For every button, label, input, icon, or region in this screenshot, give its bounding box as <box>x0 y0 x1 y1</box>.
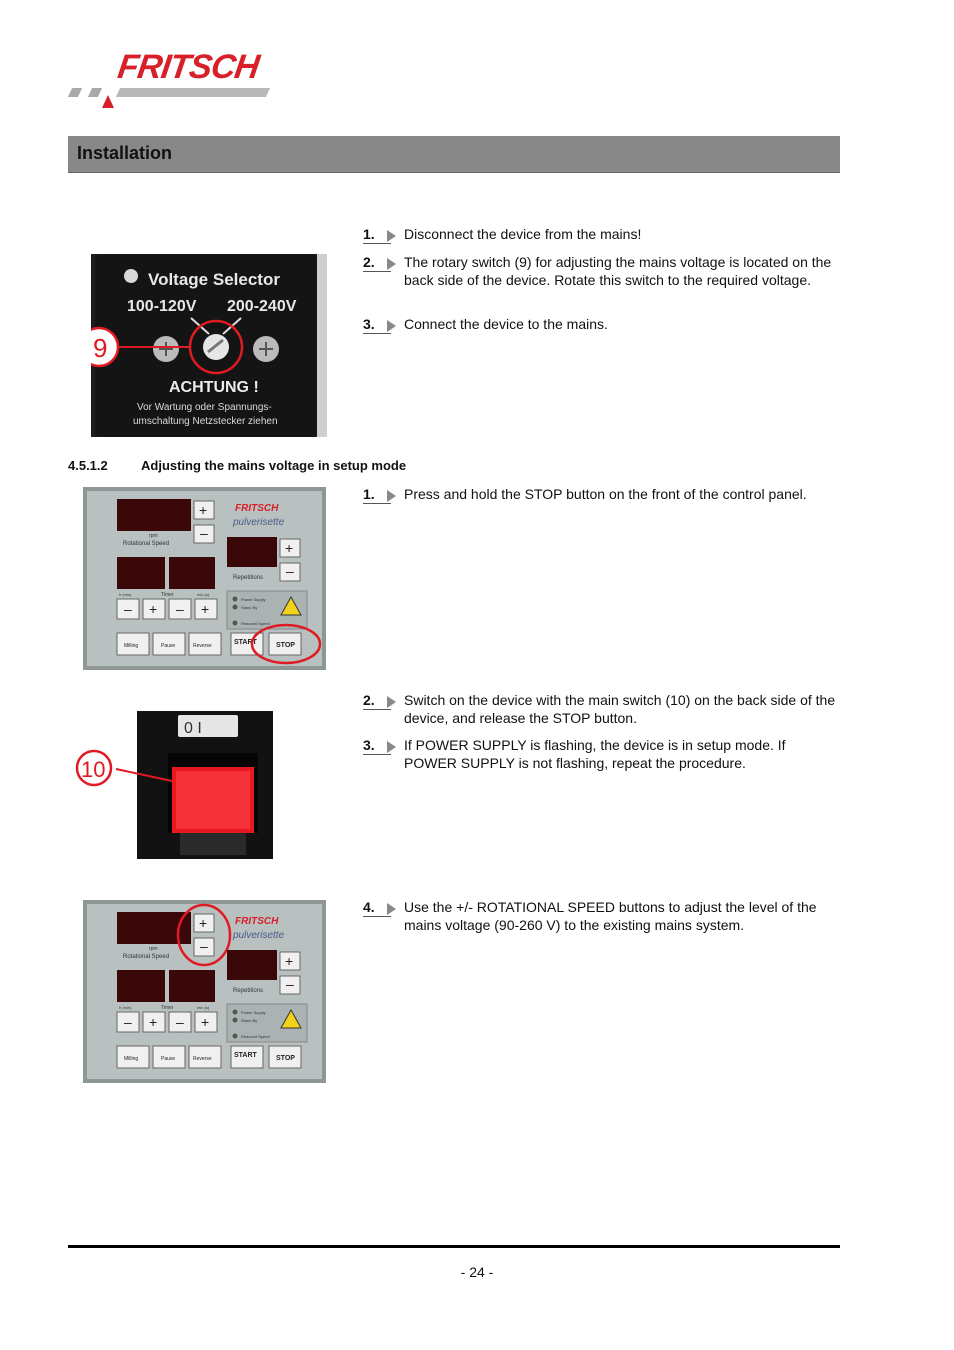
section-title: Installation <box>77 143 173 163</box>
logo-text: FRITSCH <box>115 48 262 86</box>
reduced-speed-label: Reduced Speed <box>241 621 270 626</box>
svg-text:–: – <box>176 601 184 617</box>
step-text: Disconnect the device from the mains! <box>404 226 642 242</box>
min-s-label: min (s) <box>197 1005 210 1010</box>
logo-stripe-square <box>68 88 82 97</box>
timer-label: Timer <box>161 592 174 598</box>
svg-text:+: + <box>149 1014 158 1030</box>
power-supply-label: Power Supply <box>241 597 266 602</box>
min-s-label: min (s) <box>197 592 210 597</box>
step-number: 4. <box>363 898 393 916</box>
callout-label-10: 10 <box>81 757 106 782</box>
svg-text:–: – <box>124 1014 132 1030</box>
svg-text:+: + <box>285 953 294 969</box>
subsection-heading <box>68 458 406 473</box>
step-text: Press and hold the STOP button on the front of the control panel. <box>404 486 807 502</box>
step-text: If POWER SUPPLY is flashing, the device is in setup mode. If POWER SUPPLY is not flashing, repeat the procedure. <box>404 737 786 771</box>
rpm-label: rpm <box>149 946 158 952</box>
step-number: 2. <box>363 691 393 709</box>
stand-by-label: Stand By <box>241 1018 258 1023</box>
subsection-title: Adjusting the mains voltage in setup mode <box>141 458 407 473</box>
logo-triangle-icon <box>102 95 114 108</box>
step-text: The rotary switch (9) for adjusting the mains voltage is located on the back side of the device. Rotate this switch to the required voltage. <box>404 254 832 288</box>
step-number: 3. <box>363 736 393 754</box>
rpm-label: rpm <box>149 533 158 539</box>
step-text: Switch on the device with the main switch (10) on the back side of the device, and release the STOP button. <box>404 692 836 726</box>
svg-text:–: – <box>200 525 208 541</box>
voltage-range-low: 100-120V <box>127 298 197 315</box>
panel-brand: FRITSCH <box>235 503 279 514</box>
pause-label: Pause <box>161 1056 176 1062</box>
repetitions-label: Repetitions <box>233 988 264 994</box>
svg-text:–: – <box>286 976 294 992</box>
photo-control-panel-stop <box>83 487 326 670</box>
rotational-speed-label: Rotational Speed <box>123 541 170 547</box>
step-arrow-icon <box>387 258 396 270</box>
subsection-number: 4.5.1.2 <box>68 458 108 473</box>
switch-position-labels: 0 I <box>184 720 202 737</box>
section-header <box>68 136 840 173</box>
warning-line-1: Vor Wartung oder Spannungs- <box>137 402 272 413</box>
step-arrow-icon <box>387 696 396 708</box>
pause-label: Pause <box>161 643 176 649</box>
logo-stripe-square <box>88 88 102 97</box>
svg-text:+: + <box>199 502 208 518</box>
svg-text:+: + <box>149 601 158 617</box>
reverse-label: Reverse <box>193 1056 212 1062</box>
start-label: START <box>234 639 257 646</box>
svg-text:–: – <box>124 601 132 617</box>
svg-text:–: – <box>286 563 294 579</box>
photo-control-panel-speed <box>83 900 326 1083</box>
step-arrow-icon <box>387 490 396 502</box>
timer-label: Timer <box>161 1005 174 1011</box>
callout-label-9: 9 <box>93 333 108 363</box>
step-arrow-icon <box>387 741 396 753</box>
warning-title: ACHTUNG ! <box>169 379 259 396</box>
step-number: 3. <box>363 315 393 333</box>
panel-model: pulverisette <box>233 930 285 941</box>
milling-label: Milling <box>124 643 139 649</box>
voltage-range-high: 200-240V <box>227 298 297 315</box>
photo-main-switch <box>72 705 274 859</box>
svg-text:–: – <box>176 1014 184 1030</box>
step-number: 2. <box>363 253 393 271</box>
warning-line-2: umschaltung Netzstecker ziehen <box>133 416 278 427</box>
svg-text:–: – <box>200 938 208 954</box>
svg-text:+: + <box>199 915 208 931</box>
voltage-selector-title: Voltage Selector <box>148 270 280 289</box>
step-text: Connect the device to the mains. <box>404 316 608 332</box>
power-supply-label: Power Supply <box>241 1010 266 1015</box>
start-label: START <box>234 1052 257 1059</box>
step-number: 1. <box>363 225 393 243</box>
h-min-label: h (min) <box>119 1005 132 1010</box>
footer-rule <box>68 1245 840 1248</box>
step-number: 1. <box>363 485 393 503</box>
panel-brand: FRITSCH <box>235 916 279 927</box>
repetitions-label: Repetitions <box>233 575 264 581</box>
step-arrow-icon <box>387 230 396 242</box>
svg-text:+: + <box>285 540 294 556</box>
step-arrow-icon <box>387 903 396 915</box>
photo-voltage-selector <box>91 254 327 437</box>
reduced-speed-label: Reduced Speed <box>241 1034 270 1039</box>
step-arrow-icon <box>387 320 396 332</box>
panel-model: pulverisette <box>233 517 285 528</box>
rotational-speed-label: Rotational Speed <box>123 954 170 960</box>
stop-label: STOP <box>276 1055 295 1062</box>
svg-text:+: + <box>201 601 210 617</box>
h-min-label: h (min) <box>119 592 132 597</box>
logo-stripe-bar <box>116 88 270 97</box>
svg-text:+: + <box>201 1014 210 1030</box>
milling-label: Milling <box>124 1056 139 1062</box>
stop-label: STOP <box>276 642 295 649</box>
reverse-label: Reverse <box>193 643 212 649</box>
stand-by-label: Stand By <box>241 605 258 610</box>
page-number: - 24 - <box>460 1264 494 1280</box>
step-text: Use the +/- ROTATIONAL SPEED buttons to adjust the level of the mains voltage (90-260 V) to the existing mains system. <box>404 899 817 933</box>
